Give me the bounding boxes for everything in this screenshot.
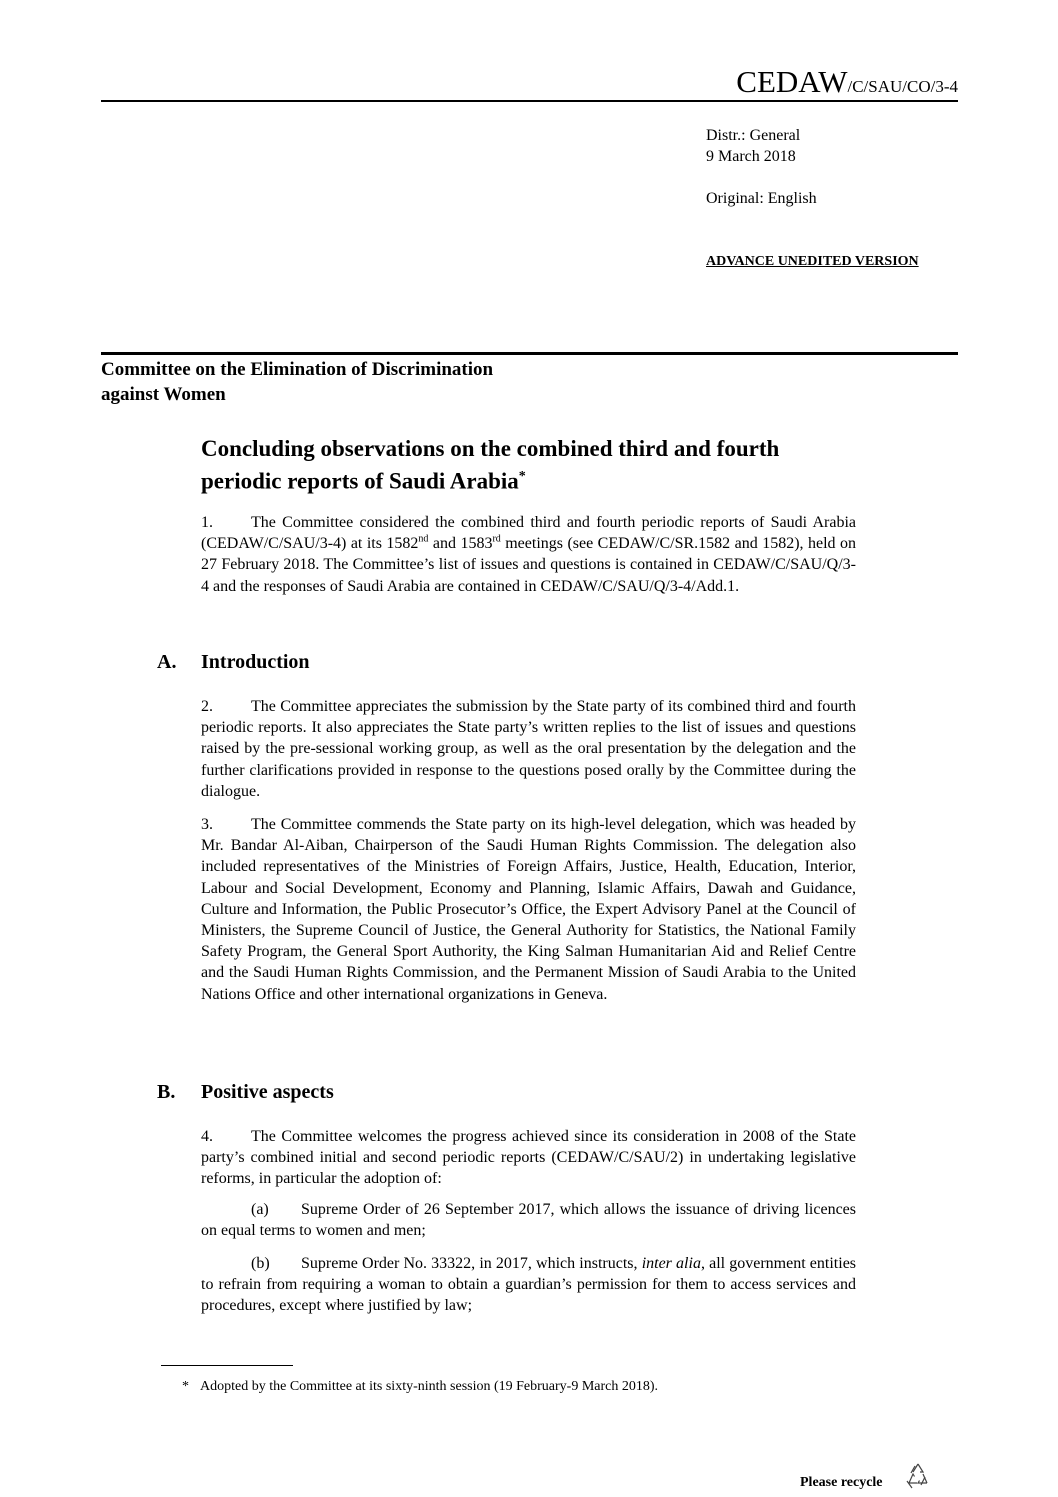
subparagraph-text: Supreme Order of 26 September 2017, which allows the issuance of driving licences on equal terms to women and men; xyxy=(201,1201,856,1240)
advance-version-label: ADVANCE UNEDITED VERSION xyxy=(706,254,919,269)
footnote-marker: * xyxy=(182,1379,189,1394)
symbol-rest: /C/SAU/CO/3-4 xyxy=(847,77,958,96)
paragraph-number: 3. xyxy=(201,816,213,833)
paragraph-text: and 1583 xyxy=(428,535,493,553)
document-date: 9 March 2018 xyxy=(706,148,796,165)
footnote-rule xyxy=(161,1365,293,1366)
committee-name xyxy=(101,357,621,407)
section-heading-positive-aspects xyxy=(157,1080,334,1104)
ordinal-suffix: rd xyxy=(492,533,501,545)
please-recycle-label: Please recycle xyxy=(800,1475,883,1490)
subparagraph-label: (a) xyxy=(251,1201,269,1218)
section-title: Introduction xyxy=(201,651,310,673)
subparagraph-text: Supreme Order No. 33322, in 2017, which instructs, xyxy=(301,1255,642,1272)
header-rule xyxy=(101,100,958,102)
section-title: Positive aspects xyxy=(201,1081,334,1103)
paragraph-text: The Committee welcomes the progress achieved since its consideration in 2008 of the State party’s combined initial and second periodic reports (CEDAW/C/SAU/2) in undertaking legislative reforms, in particular the adoption of: xyxy=(201,1128,856,1188)
paragraph-1 xyxy=(201,512,856,597)
subparagraph-a xyxy=(201,1199,856,1241)
paragraph-text: The Committee commends the State party on its high-level delegation, which was headed by Mr. Bandar Al-Aiban, Chairperson of the Saudi Human Rights Commission. The delegation also included representatives of the Ministries of Foreign Affairs, Justice, Health, Education, Interior, Labour and Social Development, Economy and Planning, Islamic Affairs, Dawah and Guidance, Culture and Information, the Public Prosecutor’s Office, the Expert Advisory Panel at the Council of Ministers, the Supreme Council of Justice, the General Authority for Statistics, the National Family Safety Program, the General Sport Authority, the King Salman Humanitarian Aid and Relief Centre and the Saudi Human Rights Commission, and the Permanent Mission of Saudi Arabia to the United Nations Office and other international organizations in Geneva. xyxy=(201,816,856,1003)
title-line-1: Concluding observations on the combined third and fourth xyxy=(201,436,780,461)
subparagraph-label: (b) xyxy=(251,1255,270,1272)
committee-line-2: against Women xyxy=(101,384,226,405)
committee-line-1: Committee on the Elimination of Discrimination xyxy=(101,359,494,380)
subparagraph-emphasis: inter alia xyxy=(641,1255,701,1272)
section-letter: A. xyxy=(157,651,177,673)
document-title xyxy=(201,435,861,496)
paragraph-number: 1. xyxy=(201,514,213,531)
footnote xyxy=(182,1378,658,1396)
ordinal-suffix: nd xyxy=(418,533,429,545)
title-footnote-marker: * xyxy=(518,469,526,484)
paragraph-2 xyxy=(201,696,856,802)
subparagraph-b xyxy=(201,1253,856,1317)
paragraph-text: The Committee considered the combined third and fourth periodic reports of Saudi Arabia (CEDAW/C/SAU/3-4) at its 1582 xyxy=(201,514,856,553)
title-line-2: periodic reports of Saudi Arabia xyxy=(201,468,519,494)
paragraph-4 xyxy=(201,1126,856,1190)
committee-rule xyxy=(101,352,958,355)
distribution: Distr.: General xyxy=(706,127,801,144)
section-letter: B. xyxy=(157,1081,176,1103)
section-heading-introduction xyxy=(157,650,310,674)
paragraph-3 xyxy=(201,814,856,1005)
paragraph-text: The Committee appreciates the submission by the State party of its combined third and fourth periodic reports. It also appreciates the State party’s written replies to the list of issues and questions raised by the pre-sessional working group, as well as the oral presentation by the delegation and the further clarifications provided in response to the questions posed orally by the Committee during the dialogue. xyxy=(201,698,856,800)
paragraph-text: meetings (see CEDAW/C/SR.1582 and 1582), held on 27 February 2018. The Committee’s list of issues and questions is contained in CEDAW/C/SAU/Q/3-4 and the responses of Saudi Arabia are contained in CEDAW/C/SAU/Q/3-4/Add.1. xyxy=(201,535,856,595)
symbol-main: CEDAW xyxy=(736,64,848,99)
paragraph-number: 2. xyxy=(201,698,213,715)
subparagraph-text: , all government entities to refrain from requiring a woman to obtain a guardian’s permission for them to access services and procedures, except where justified by law; xyxy=(201,1255,857,1315)
footnote-text: Adopted by the Committee at its sixty-ninth session (19 February-9 March 2018). xyxy=(200,1379,659,1394)
document-symbol xyxy=(736,64,958,105)
paragraph-number: 4. xyxy=(201,1128,213,1145)
original-language: Original: English xyxy=(706,190,817,207)
recycle-icon xyxy=(903,1461,933,1491)
